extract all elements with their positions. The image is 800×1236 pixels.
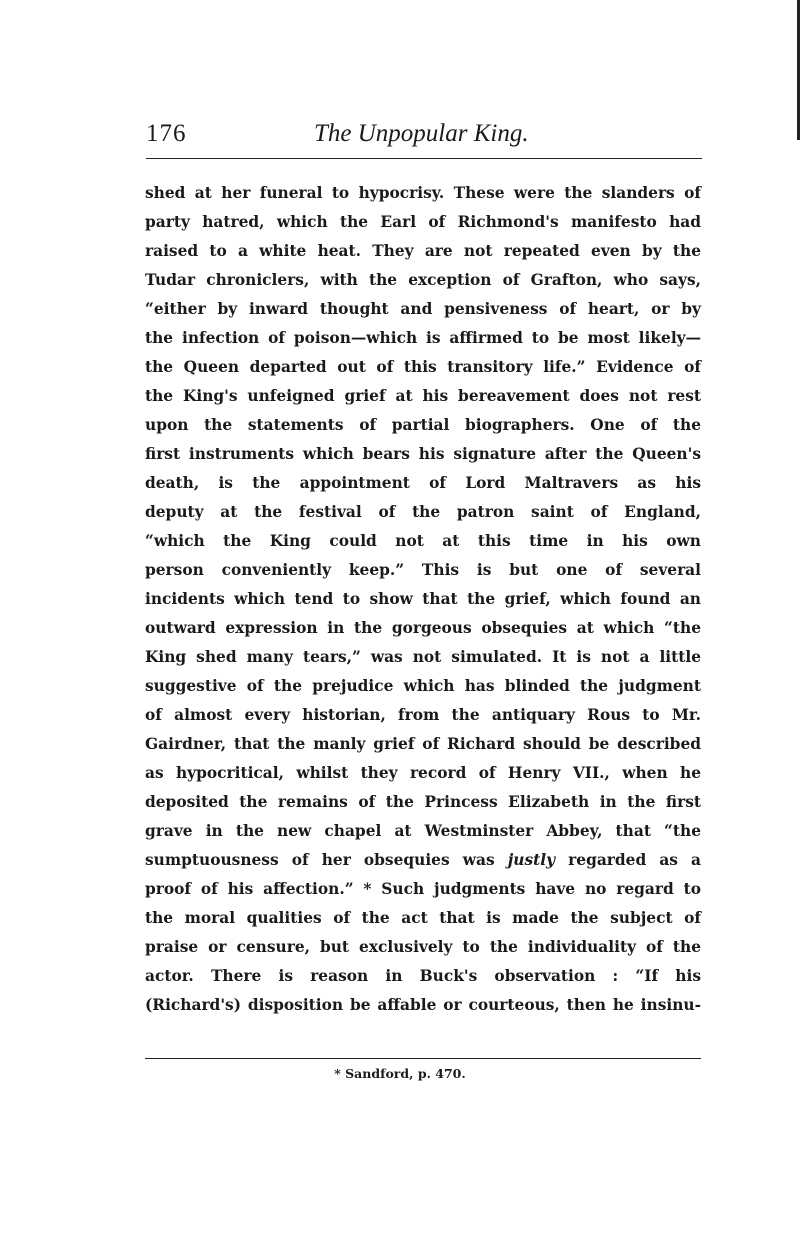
- text-line: deputy at the festival of the patron saint of England,: [145, 503, 701, 521]
- text-line: shed at her funeral to hypocrisy. These were the slanders of: [145, 184, 701, 202]
- page-number: 176: [146, 120, 187, 147]
- text-line: [145, 846, 701, 875]
- text-line: outward expression in the gorgeous obsequies at which “the: [145, 619, 701, 637]
- text-line: suggestive of the prejudice which has blinded the judgment: [145, 677, 701, 695]
- text-line: Gairdner, that the manly grief of Richard should be described: [145, 735, 701, 753]
- footnote: * Sandford, p. 470.: [334, 1066, 466, 1081]
- text-line: the infection of poison—which is affirmed to be most likely—: [145, 329, 701, 347]
- text-line: party hatred, which the Earl of Richmond's manifesto had: [145, 213, 701, 231]
- text-line: the moral qualities of the act that is made the subject of: [145, 909, 701, 927]
- text-line: the King's unfeigned grief at his bereavement does not rest: [145, 387, 701, 405]
- text-line: incidents which tend to show that the grief, which found an: [145, 590, 701, 608]
- page-header: [146, 116, 698, 156]
- text-line: of almost every historian, from the antiquary Rous to Mr.: [145, 706, 701, 724]
- text-line: person conveniently keep.” This is but one of several: [145, 561, 701, 579]
- text-segment: sumptuousness of her obsequies was: [145, 851, 495, 869]
- text-line: actor. There is reason in Buck's observation : “If his: [145, 967, 701, 985]
- text-line: “which the King could not at this time in his own: [145, 532, 701, 550]
- text-line: (Richard's) disposition be affable or courteous, then he insinu-: [145, 996, 701, 1014]
- running-title: The Unpopular King.: [314, 120, 529, 147]
- emphasis-word: justly: [507, 851, 556, 869]
- text-line: death, is the appointment of Lord Maltravers as his: [145, 474, 701, 492]
- text-line: “either by inward thought and pensiveness of heart, or by: [145, 300, 701, 318]
- text-line: first instruments which bears his signature after the Queen's: [145, 445, 701, 463]
- text-line: the Queen departed out of this transitory life.” Evidence of: [145, 358, 701, 376]
- text-line: praise or censure, but exclusively to the individuality of the: [145, 938, 701, 956]
- text-line: King shed many tears,” was not simulated. It is not a little: [145, 648, 701, 666]
- text-line: deposited the remains of the Princess Elizabeth in the first: [145, 793, 701, 811]
- footnote-rule: [145, 1058, 701, 1059]
- text-line: grave in the new chapel at Westminster Abbey, that “the: [145, 822, 701, 840]
- text-line: as hypocritical, whilst they record of Henry VII., when he: [145, 764, 701, 782]
- text-segment: regarded as a: [568, 851, 702, 869]
- text-line: Tudar chroniclers, with the exception of Grafton, who says,: [145, 271, 701, 289]
- text-line: raised to a white heat. They are not repeated even by the: [145, 242, 701, 260]
- text-line: upon the statements of partial biographers. One of the: [145, 416, 701, 434]
- text-line: proof of his affection.” * Such judgments have no regard to: [145, 880, 701, 898]
- header-rule: [146, 158, 702, 159]
- body-text: [145, 179, 701, 1020]
